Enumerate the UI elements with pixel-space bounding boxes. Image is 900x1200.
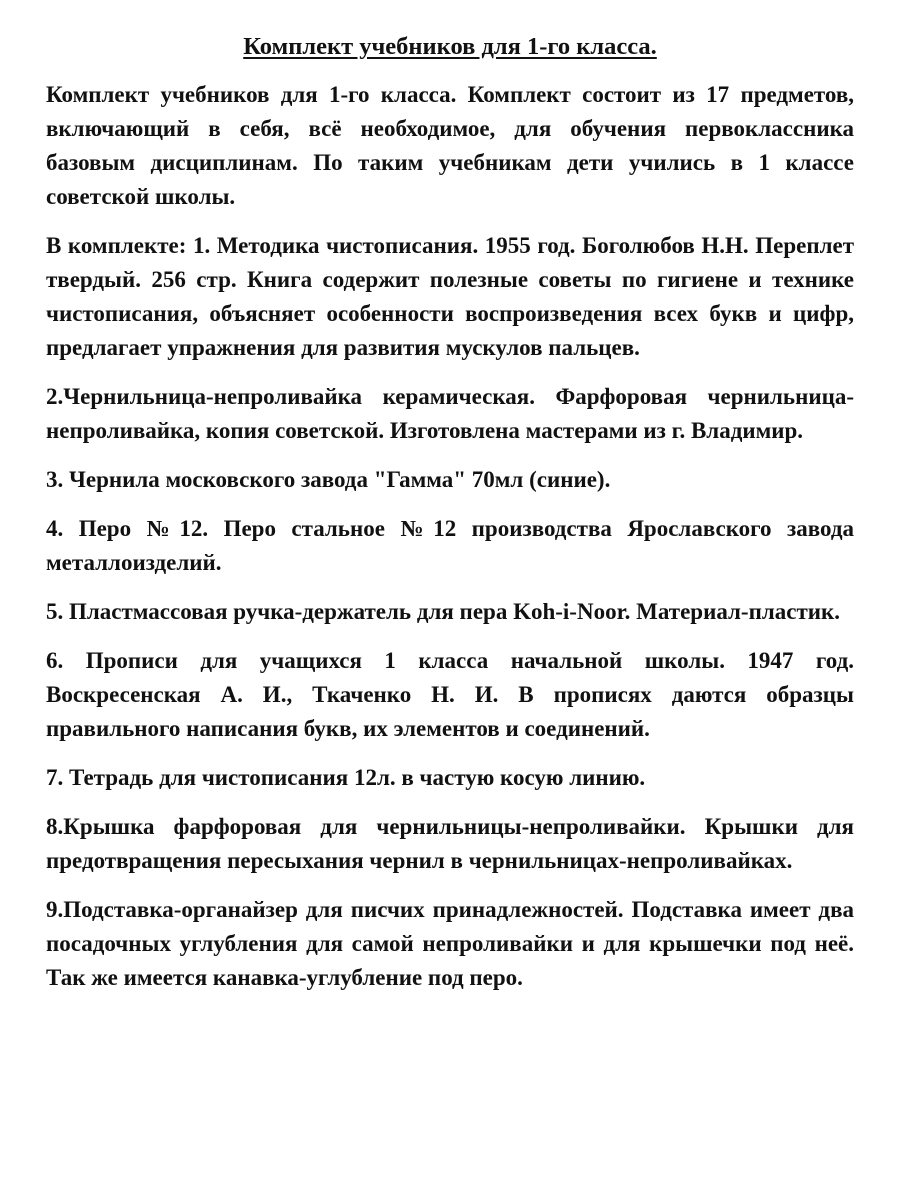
item-8-paragraph: 8.Крышка фарфоровая для чернильницы-непроливайки. Крышки для предотвращения пересыхания чернил в чернильницах-непроливайках. (46, 814, 854, 873)
item-7-paragraph: 7. Тетрадь для чистописания 12л. в частую косую линию. (46, 765, 646, 790)
item-4-paragraph: 4. Перо №12. Перо стальное №12 производства Ярославского завода металлоизделий. (46, 516, 854, 575)
item-9-paragraph: 9.Подставка-органайзер для писчих принадлежностей. Подставка имеет два посадочных углубления для самой непроливайки и для крышечки под неё. Так же имеется канавка-углубление под перо. (46, 897, 854, 990)
item-5-paragraph: 5. Пластмассовая ручка-держатель для пера Koh-i-Noor. Материал-пластик. (46, 599, 841, 624)
document-title: Комплект учебников для 1-го класса. (243, 33, 657, 60)
item-1-paragraph: В комплекте: 1. Методика чистописания. 1955 год. Боголюбов Н.Н. Переплет твердый. 256 стр. Книга содержит полезные советы по гигиене и технике чистописания, объясняет особенности воспроизведения всех букв и цифр, предлагает упражнения для развития мускулов пальцев. (46, 233, 854, 360)
item-3-paragraph: 3. Чернила московского завода "Гамма" 70мл (синие). (46, 467, 611, 492)
item-6-paragraph: 6. Прописи для учащихся 1 класса начальной школы. 1947 год. Воскресенская А. И., Ткаченко Н. И. В прописях даются образцы правильного написания букв, их элементов и соединений. (46, 648, 854, 741)
intro-paragraph: Комплект учебников для 1-го класса. Комплект состоит из 17 предметов, включающий в себя, всё необходимое, для обучения первоклассника базовым дисциплинам. По таким учебникам дети учились в 1 классе советской школы. (46, 82, 854, 209)
item-2-paragraph: 2.Чернильница-непроливайка керамическая. Фарфоровая чернильница-непроливайка, копия советской. Изготовлена мастерами из г. Владимир. (46, 384, 854, 443)
